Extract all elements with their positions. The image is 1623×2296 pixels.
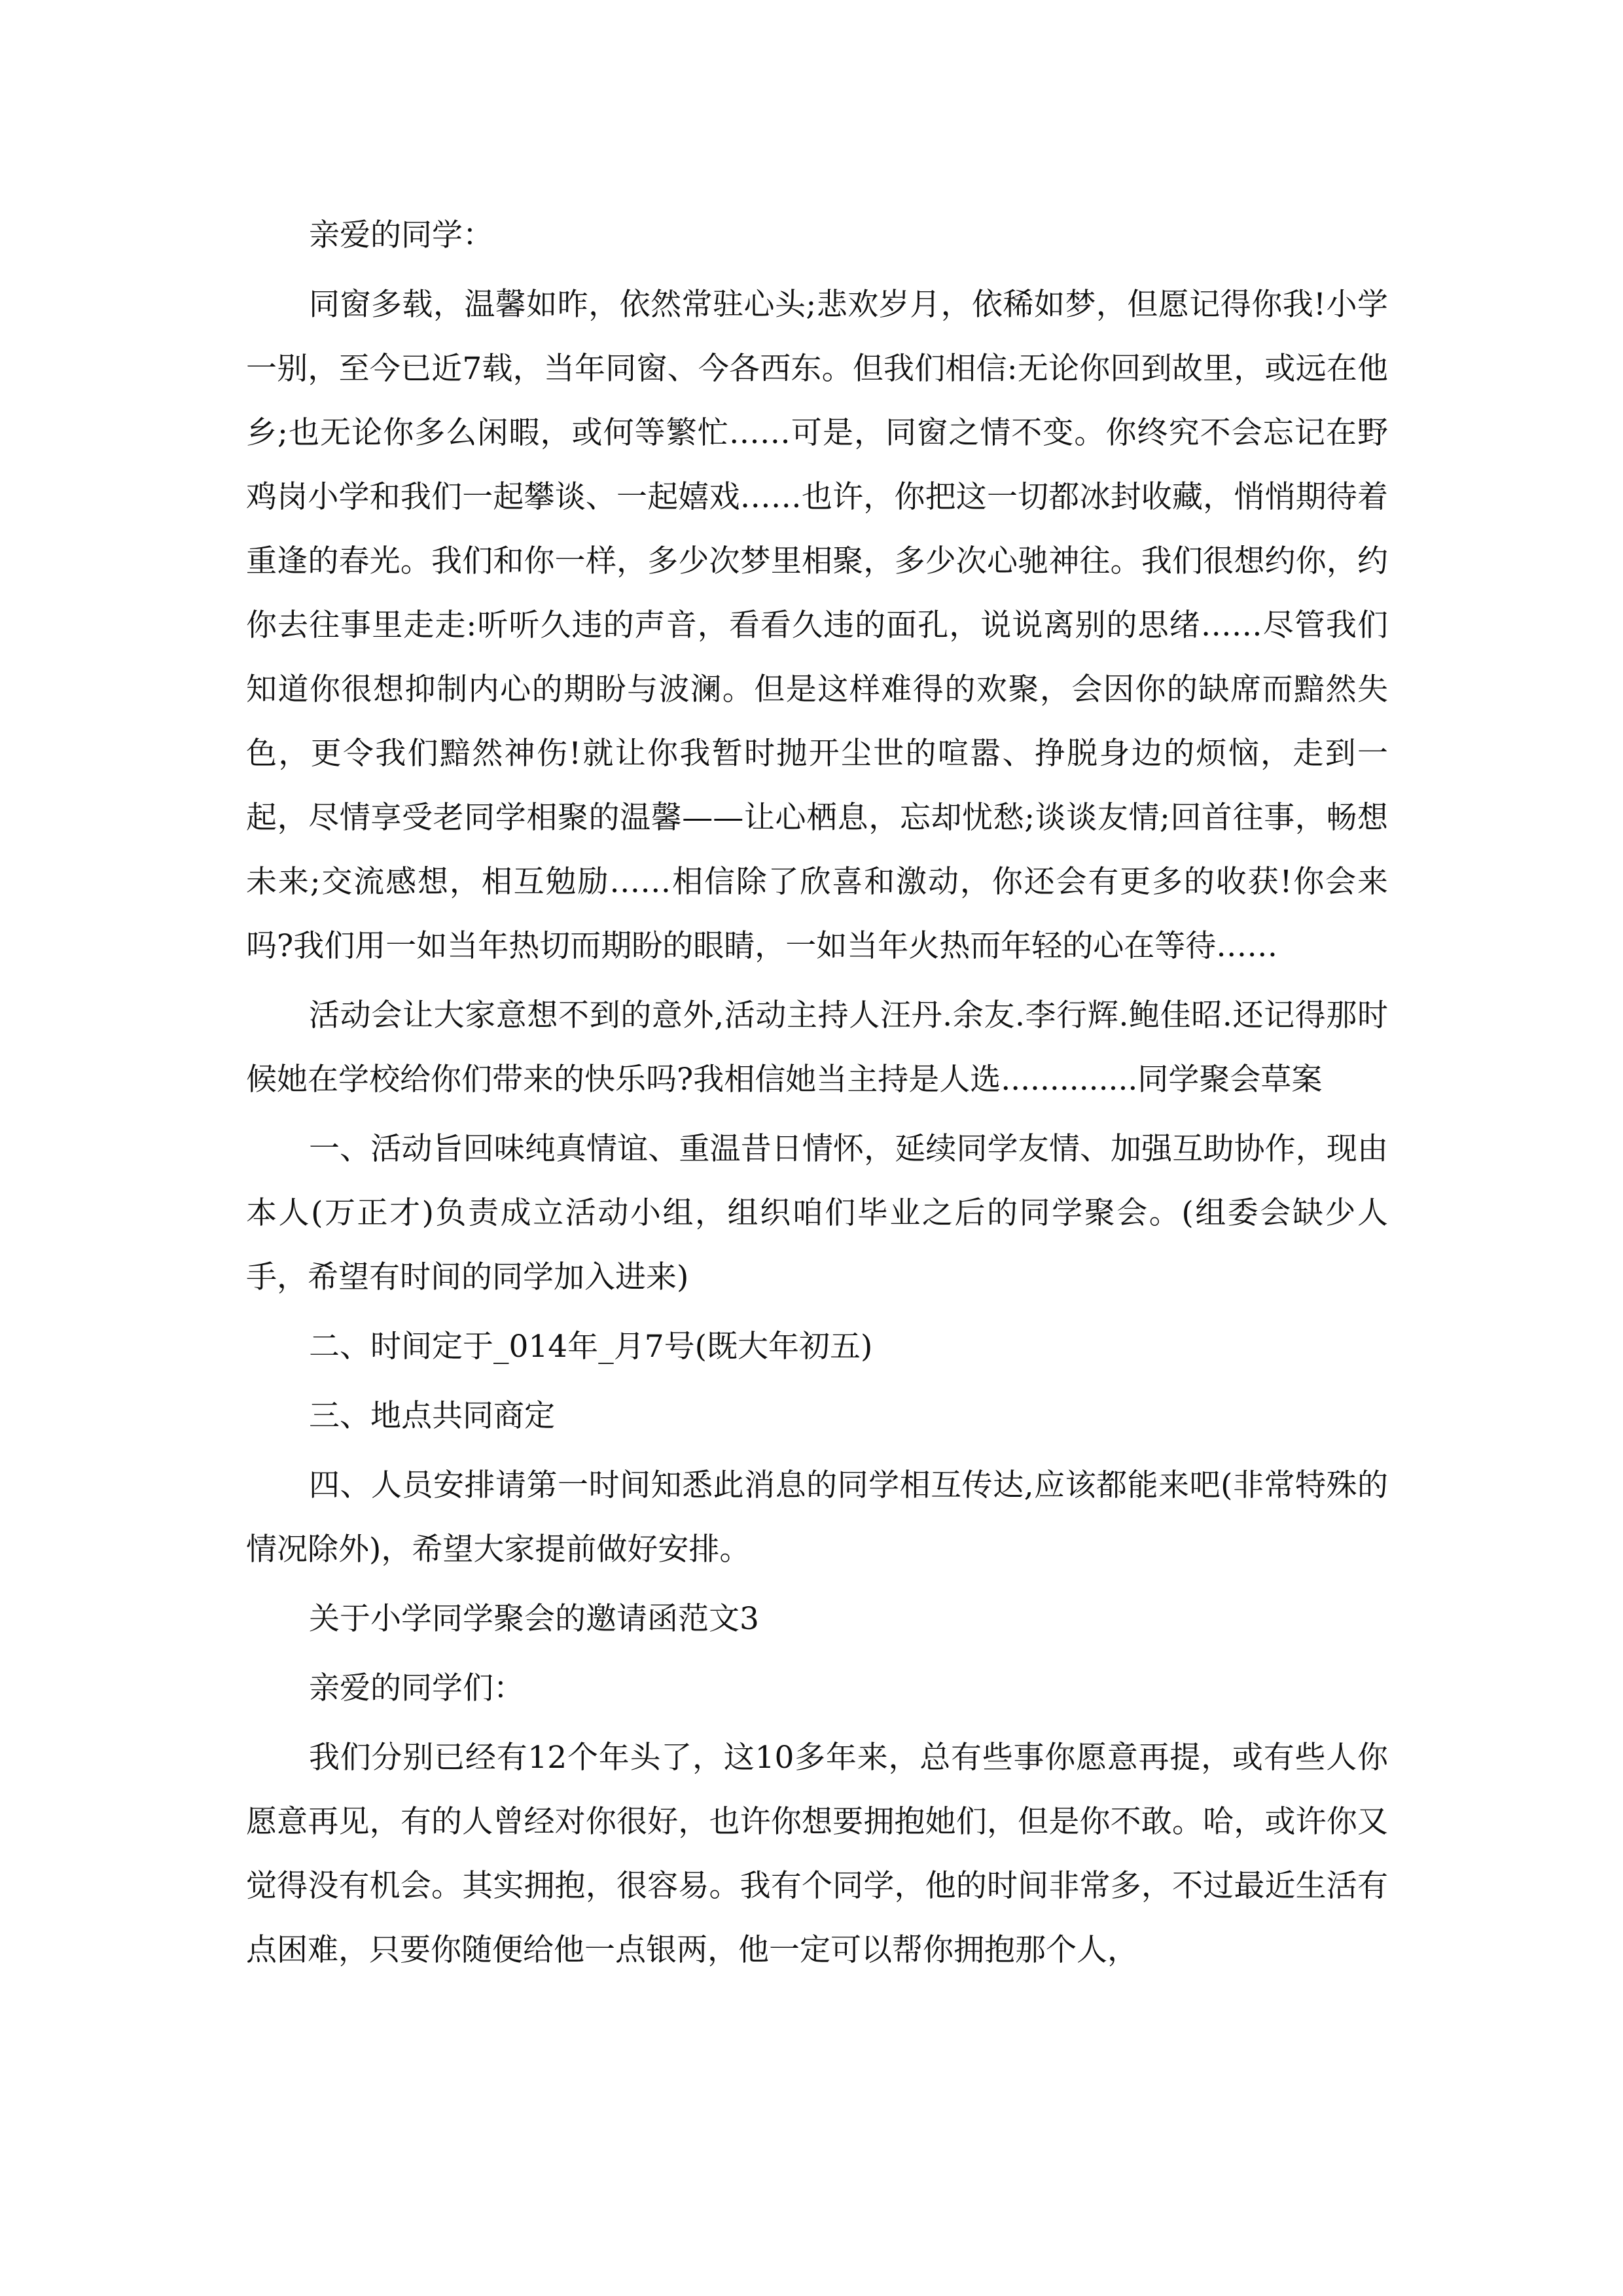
greeting: 亲爱的同学： [309, 217, 493, 253]
plan-item: 三、地点共同商定 [309, 1398, 555, 1434]
plan-item: 一、活动旨回味纯真情谊、重温昔日情怀，延续同学友情、加强互助协作，现由本人(万正才)负责成立活动小组，组织咱们毕业之后的同学聚会。(组委会缺少人手，希望有时间的同学加入进来) [246, 1131, 1388, 1295]
plan-item: 四、人员安排请第一时间知悉此消息的同学相互传达,应该都能来吧(非常特殊的情况除外)，希望大家提前做好安排。 [246, 1467, 1388, 1568]
section-title: 关于小学同学聚会的邀请函范文3 [309, 1601, 759, 1637]
greeting: 亲爱的同学们： [309, 1670, 524, 1706]
document-body [246, 204, 1388, 1988]
body-paragraph: 活动会让大家意想不到的意外,活动主持人汪丹.余友.李行辉.鲍佳昭.还记得那时候她在学校给你们带来的快乐吗?我相信她当主持是人选..............同学聚会草案 [246, 997, 1388, 1098]
body-paragraph: 我们分别已经有12个年头了，这10多年来，总有些事你愿意再提，或有些人你愿意再见，有的人曾经对你很好，也许你想要拥抱她们，但是你不敢。哈，或许你又觉得没有机会。其实拥抱，很容易。我有个同学，他的时间非常多，不过最近生活有点困难，只要你随便给他一点银两，他一定可以帮你拥抱那个人， [246, 1740, 1388, 1968]
plan-item: 二、时间定于_014年_月7号(既大年初五) [309, 1329, 873, 1365]
body-paragraph: 同窗多载，温馨如昨，依然常驻心头;悲欢岁月，依稀如梦，但愿记得你我!小学一别，至今已近7载，当年同窗、今各西东。但我们相信:无论你回到故里，或远在他乡;也无论你多么闲暇，或何等繁忙……可是，同窗之情不变。你终究不会忘记在野鸡岗小学和我们一起攀谈、一起嬉戏……也许，你把这一切都冰封收藏，悄悄期待着重逢的春光。我们和你一样，多少次梦里相聚，多少次心驰神往。我们很想约你，约你去往事里走走:听听久违的声音，看看久违的面孔，说说离别的思绪……尽管我们知道你很想抑制内心的期盼与波澜。但是这样难得的欢聚，会因你的缺席而黯然失色，更令我们黯然神伤!就让你我暂时抛开尘世的喧嚣、挣脱身边的烦恼，走到一起，尽情享受老同学相聚的温馨——让心栖息，忘却忧愁;谈谈友情;回首往事，畅想未来;交流感想，相互勉励……相信除了欣喜和激动，你还会有更多的收获!你会来吗?我们用一如当年热切而期盼的眼睛，一如当年火热而年轻的心在等待…… [246, 287, 1388, 964]
